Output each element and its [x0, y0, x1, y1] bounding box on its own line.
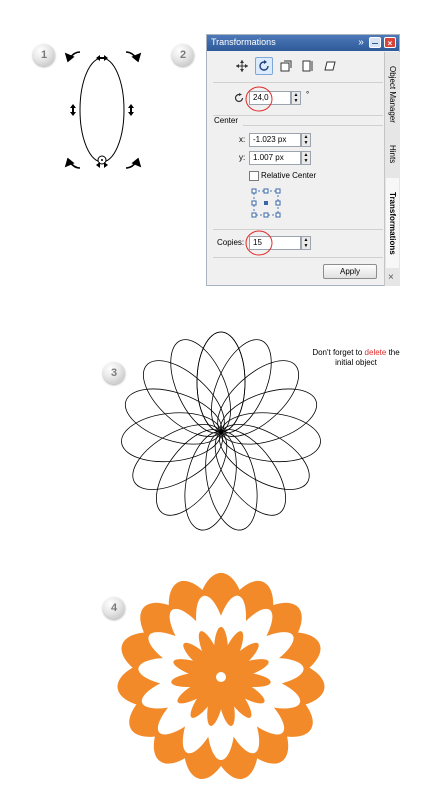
rotate-handle-bottom-right[interactable] [126, 159, 140, 168]
size-icon [302, 60, 314, 72]
expand-button[interactable]: » [358, 37, 364, 48]
note-line1-pre: Don't forget to [312, 348, 365, 357]
center-x-spinner[interactable]: ▲ ▼ [301, 133, 311, 147]
center-x-input[interactable]: -1.023 px [249, 133, 301, 147]
toolbar-divider [213, 82, 383, 83]
filled-rosette [116, 572, 326, 782]
tab-object-manager-label: Object Manager [388, 65, 397, 123]
rosette-inner-petal [214, 627, 228, 677]
tab-hints[interactable] [386, 136, 399, 172]
panel-titlebar[interactable] [207, 35, 399, 51]
position-icon [236, 60, 248, 72]
copies-divider [213, 229, 383, 230]
step-2-badge: 2 [172, 44, 194, 66]
scale-mirror-icon [280, 60, 292, 72]
rosette-petal-outline [198, 427, 266, 535]
x-label: x: [239, 135, 246, 144]
step-3-badge: 3 [103, 362, 125, 384]
rotate-tool-button[interactable] [255, 57, 273, 75]
rotate-handle-bottom-left[interactable] [66, 159, 80, 168]
skew-icon [324, 60, 336, 72]
note-line1-post: the [386, 348, 400, 357]
relative-center-label: Relative Center [261, 171, 317, 180]
tab-transformations-label: Transformations [388, 191, 397, 255]
rotate-handle-top-right[interactable] [126, 52, 140, 61]
note-delete-word: delete [364, 348, 387, 357]
note-line2: initial object [335, 358, 377, 367]
minimize-icon [372, 43, 378, 44]
scale-mirror-tool-button[interactable] [277, 57, 295, 75]
size-tool-button[interactable] [299, 57, 317, 75]
angle-highlight-circle [245, 85, 273, 113]
rosette-petal-outline [197, 332, 245, 432]
center-y-spinner[interactable]: ▲ ▼ [301, 151, 311, 165]
apply-divider [213, 257, 383, 258]
side-tab-close-icon[interactable]: × [388, 272, 394, 283]
tab-transformations[interactable] [386, 178, 399, 268]
tab-object-manager[interactable] [386, 58, 399, 130]
rosette-petal-outline [218, 408, 322, 466]
apply-button[interactable]: Apply [323, 264, 377, 279]
rotation-ellipse-canvas[interactable] [60, 48, 146, 172]
rotation-center-marker[interactable] [96, 156, 108, 168]
center-y-input[interactable]: 1.007 px [249, 151, 301, 165]
position-tool-button[interactable] [233, 57, 251, 75]
outline-rosette [121, 332, 321, 532]
angle-spinner[interactable]: ▲ ▼ [291, 91, 301, 105]
copies-label: Copies: [217, 238, 245, 247]
skew-handle-top[interactable] [96, 55, 108, 61]
copies-highlight-circle [245, 229, 273, 257]
anchor-point-selector[interactable] [251, 188, 281, 218]
skew-handle-left[interactable] [70, 104, 76, 116]
skew-tool-button[interactable] [321, 57, 339, 75]
rosette-petal-outline [177, 427, 245, 535]
center-label: Center [214, 116, 239, 125]
step-4-badge: 4 [103, 597, 125, 619]
rotate-icon [258, 60, 270, 72]
y-label: y: [239, 153, 246, 162]
rotate-handle-top-left[interactable] [66, 52, 80, 61]
tab-hints-label: Hints [388, 144, 397, 164]
copies-input[interactable]: 15 [249, 236, 301, 250]
center-divider [243, 125, 383, 126]
rosette-petal-outline [119, 408, 223, 466]
angle-rotate-icon [234, 93, 244, 103]
angle-input[interactable]: 24,0 [249, 91, 291, 105]
close-icon: × [387, 39, 393, 48]
angle-divider [213, 115, 383, 116]
transformations-panel [206, 34, 400, 286]
copies-spinner[interactable]: ▲ ▼ [301, 236, 311, 250]
relative-center-checkbox[interactable] [249, 171, 259, 181]
minimize-button[interactable] [369, 37, 381, 48]
close-button[interactable] [384, 37, 396, 48]
docker-side-tabs [384, 52, 400, 286]
rosette-center [216, 672, 226, 682]
angle-unit: ° [306, 90, 310, 99]
panel-title: Transformations [211, 37, 276, 47]
skew-handle-right[interactable] [128, 104, 134, 116]
transform-mode-toolbar [225, 57, 373, 77]
step-1-badge: 1 [33, 44, 55, 66]
ellipse-shape[interactable] [80, 58, 124, 162]
